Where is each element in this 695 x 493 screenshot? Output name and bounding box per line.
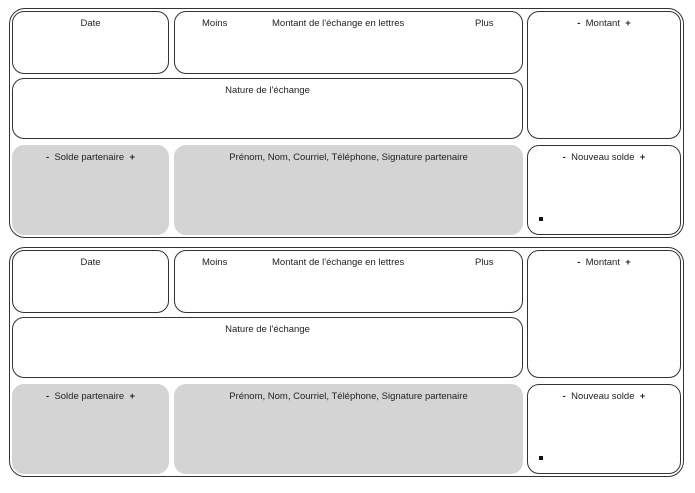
- date-field[interactable]: [12, 250, 169, 313]
- amount-in-words-field[interactable]: [174, 11, 523, 74]
- nature-label: Nature de l'échange: [225, 85, 310, 96]
- exchange-form-1: [9, 8, 684, 238]
- moins-label: Moins: [202, 18, 228, 29]
- amount-in-words-label: Montant de l'échange en lettres: [272, 257, 405, 268]
- plus-label: Plus: [475, 257, 494, 268]
- solde-partenaire-header: [13, 391, 168, 402]
- partner-info-field[interactable]: [174, 384, 523, 474]
- minus-sign: -: [577, 18, 581, 29]
- plus-sign: +: [639, 152, 646, 163]
- solde-partenaire-label: Solde partenaire: [54, 152, 125, 163]
- montant-header: [528, 18, 680, 29]
- nature-field[interactable]: [12, 78, 523, 139]
- montant-label: Montant: [585, 18, 620, 29]
- solde-partenaire-header: [13, 152, 168, 163]
- nouveau-solde-label: Nouveau solde: [571, 391, 635, 402]
- amount-in-words-field[interactable]: [174, 250, 523, 313]
- nouveau-solde-header: [528, 152, 680, 163]
- partner-info-label: Prénom, Nom, Courriel, Téléphone, Signature partenaire: [229, 152, 468, 163]
- bullet-icon: [539, 217, 543, 221]
- nature-label: Nature de l'échange: [225, 324, 310, 335]
- moins-label: Moins: [202, 257, 228, 268]
- plus-sign: +: [129, 391, 135, 402]
- montant-field[interactable]: [527, 11, 681, 139]
- amount-in-words-label: Montant de l'échange en lettres: [272, 18, 405, 29]
- solde-partenaire-field[interactable]: [12, 145, 169, 235]
- minus-sign: -: [577, 257, 581, 268]
- nouveau-solde-field[interactable]: [527, 384, 681, 474]
- plus-sign: +: [129, 152, 135, 163]
- minus-sign: -: [562, 391, 566, 402]
- date-label: Date: [80, 18, 101, 29]
- montant-label: Montant: [585, 257, 620, 268]
- minus-sign: -: [45, 152, 50, 163]
- solde-partenaire-field[interactable]: [12, 384, 169, 474]
- minus-sign: -: [562, 152, 566, 163]
- montant-field[interactable]: [527, 250, 681, 378]
- montant-header: [528, 257, 680, 268]
- plus-sign: +: [639, 391, 646, 402]
- date-field[interactable]: [12, 11, 169, 74]
- nouveau-solde-header: [528, 391, 680, 402]
- plus-sign: +: [625, 18, 631, 29]
- solde-partenaire-label: Solde partenaire: [54, 391, 125, 402]
- partner-info-label: Prénom, Nom, Courriel, Téléphone, Signature partenaire: [229, 391, 468, 402]
- minus-sign: -: [45, 391, 50, 402]
- date-label: Date: [80, 257, 101, 268]
- nature-field[interactable]: [12, 317, 523, 378]
- bullet-icon: [539, 456, 543, 460]
- partner-info-field[interactable]: [174, 145, 523, 235]
- plus-label: Plus: [475, 18, 494, 29]
- nouveau-solde-field[interactable]: [527, 145, 681, 235]
- exchange-form-2: [9, 247, 684, 477]
- nouveau-solde-label: Nouveau solde: [571, 152, 635, 163]
- plus-sign: +: [625, 257, 631, 268]
